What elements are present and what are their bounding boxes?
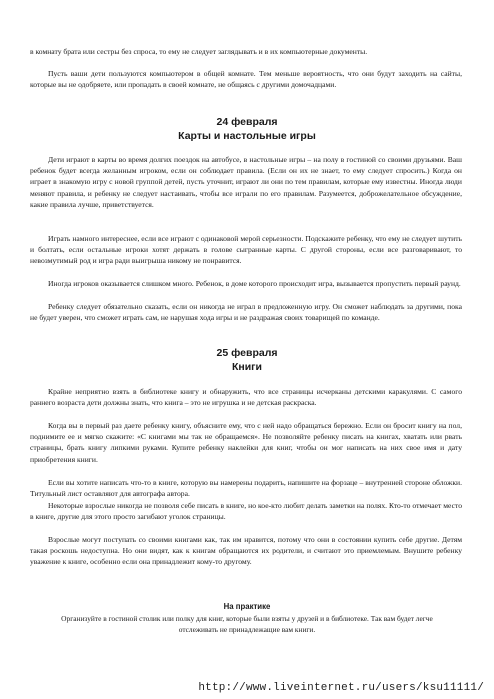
section1-paragraph-3: Иногда игроков оказывается слишком много. Ребенок, в доме которого происходит игра, вызывается пропустить первый раунд.: [48, 279, 461, 288]
intro-paragraph-1: в комнату брата или сестры без спроса, то ему не следует заглядывать и в их компьютерные документы.: [30, 47, 368, 56]
section2-paragraph-4: Некоторые взрослые никогда не позволя себе писать в книге, но кое-кто любит делать заметки на полях. Кто-то отмечает место в книге, другие для этого просто загибают уголок страницы.: [30, 501, 462, 522]
section2-date: 25 февраля: [216, 347, 278, 359]
section2-title: Книги: [231, 361, 263, 373]
section1-date: 24 февраля: [216, 116, 278, 128]
intro-paragraph-2: Пусть ваши дети пользуются компьютером в общей комнате. Тем меньше вероятность, что они будут заходить на сайты, которые вы не одобряете, или пропадать в своей комнате, не общаясь с другими домочадцами.: [30, 69, 462, 90]
section2-paragraph-1: Крайне неприятно взять в библиотеке книгу и обнаружить, что все страницы исчерканы детскими каракулями. С самого раннего возраста дети должны знать, что книга – это не игрушка и не детская раскраска.: [30, 387, 462, 408]
note-text: Организуйте в гостиной столик или полку для книг, которые были взяты у друзей и в библиотеке. Так вам будет легче отслеживать не принадлежащие вам книги.: [61, 614, 433, 634]
section1-paragraph-1: Дети играют в карты во время долгих поездок на автобусе, в настольные игры – на полу в гостиной со своими друзьями. Ваш ребенок будет всегда желанным игроком, если он соблюдает правила. (Если он их не знает, то ему следует спросить.) Когда он играет в знакомую игру с новой группой детей, пусть уточнит, играют ли они по тем правилам, которые ему известны. Иногда люди меняют правила, и ребенку не следует настаивать, чтобы все играли по его правилам. Разумеется, доброжелательное обсуждение, какие правила лучше, приветствуется.: [30, 155, 462, 209]
note-title: На практике: [223, 602, 271, 611]
section2-paragraph-3: Если вы хотите написать что-то в книге, которую вы намерены подарить, напишите на форзаце – внутренней стороне обложки. Титульный лист оставляют для автографа автора.: [30, 478, 462, 499]
section1-paragraph-2: Играть намного интереснее, если все играют с одинаковой мерой серьезности. Подскажите ребенку, что ему не следует шутить и болтать, если остальные игроки хотят держать в голове сыгранные карты. С другой стороны, если все разговаривают, то невозмутимый род и игра ради выигрыша никому не понравится.: [30, 234, 462, 266]
section1-paragraph-4: Ребенку следует обязательно сказать, если он никогда не играл в предложенную игру. Он сможет наблюдать за другими, пока не будет уверен, что сможет играть сам, не нарушая хода игры и не раздражая своих товарищей по команде.: [30, 302, 462, 323]
section2-paragraph-2: Когда вы в первый раз даете ребенку книгу, объясните ему, что с ней надо обращаться бережно. Если он бросит книгу на пол, поднимите ее и мягко скажите: «С книгами мы так не обращаемся». Не позволяйте ребенку писать на книгах, хватать или рвать страницы, брать книгу липкими руками. Купите ребенку наклейки для книг, чтобы он мог написать на них свое имя и дату приобретения книги.: [30, 421, 462, 464]
section2-paragraph-5: Взрослые могут поступать со своими книгами как, так им нравится, потому что они в состоянии купить себе другие. Детям такая роскошь недоступна. Но они видят, как к книгам обращаются их родители, и считают это приемлемым. Внушите ребенку уважение к книге, особенно если она принадлежит кому-то другому.: [30, 535, 462, 567]
section1-title: Карты и настольные игры: [178, 130, 316, 142]
source-url: http://www.liveinternet.ru/users/ksu11111/: [198, 682, 484, 694]
